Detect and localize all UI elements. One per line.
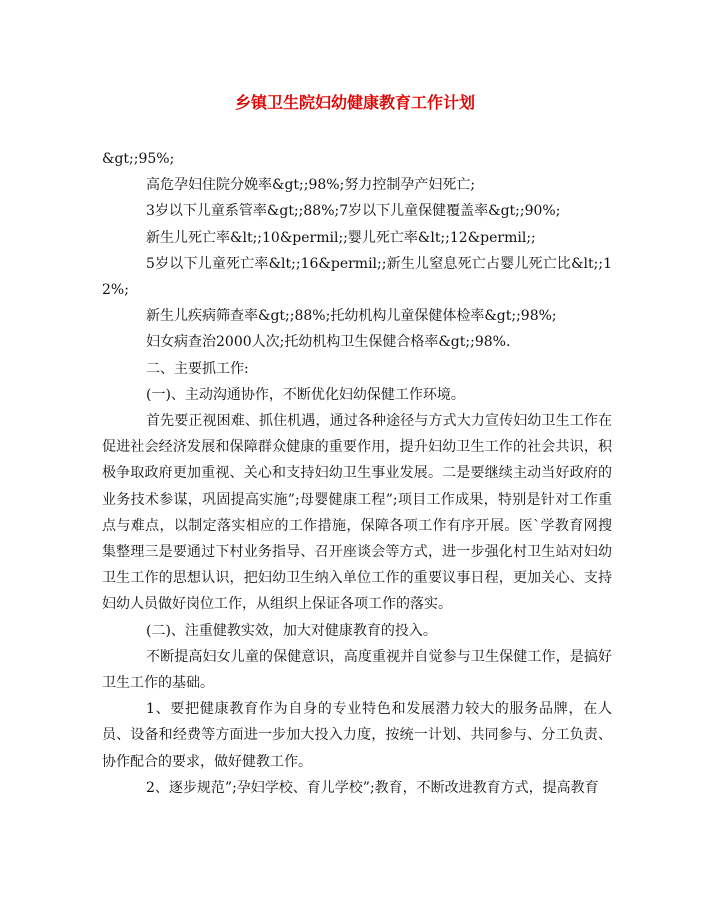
- paragraph: 新生儿死亡率&lt;;10&permil;;婴儿死亡率&lt;;12&permil;;: [146, 229, 536, 246]
- paragraph: 5岁以下儿童死亡率&lt;;16&permil;;新生儿窒息死亡占婴儿死亡比&lt;;12%;: [102, 255, 612, 299]
- paragraph: 不断提高妇女儿童的保健意识，高度重视并自觉参与卫生保健工作，是搞好卫生工作的基础。: [102, 648, 612, 692]
- subsection-heading: (二)、注重健教实效，加大对健康教育的投入。: [146, 622, 437, 639]
- subsection-heading: (一)、主动沟通协作，不断优化妇幼保健工作环境。: [146, 386, 465, 403]
- paragraph: 妇女病查治2000人次;托幼机构卫生保健合格率&gt;;98%.: [146, 334, 511, 351]
- paragraph: 新生儿疾病筛查率&gt;;88%;托幼机构儿童保健体检率&gt;;98%;: [146, 308, 557, 325]
- paragraph: 3岁以下儿童系管率&gt;;88%;7岁以下儿童保健覆盖率&gt;;90%;: [146, 203, 561, 220]
- paragraph: &gt;;95%;: [102, 151, 175, 167]
- paragraph: 2、逐步规范”;孕妇学校、育儿学校”;教育，不断改进教育方式，提高教育: [146, 779, 599, 796]
- section-heading: 二、主要抓工作:: [146, 360, 249, 377]
- paragraph: 首先要正视困难、抓住机遇，通过各种途径与方式大力宣传妇幼卫生工作在促进社会经济发展和保障群众健康的重要作用，提升妇幼卫生工作的社会共识，积极争取政府更加重视、关心和支持妇幼卫生事业发展。二是要继续主动当好政府的业务技术参谋，巩固提高实施”;母婴健康工程”;项目工作成果，特别是针对工作重点与难点，以制定落实相应的工作措施，保障各项工作有序开展。医`学教育网搜集整理三是要通过下村业务指导、召开座谈会等方式，进一步强化村卫生站对妇幼卫生工作的思想认识，把妇幼卫生纳入单位工作的重要议事日程，更加关心、支持妇幼人员做好岗位工作，从组织上保证各项工作的落实。: [102, 413, 612, 613]
- document-body: [102, 146, 612, 801]
- paragraph: 1、要把健康教育作为自身的专业特色和发展潜力较大的服务品牌，在人员、设备和经费等方面进一步加大投入力度，按统一计划、共同参与、分工负责、协作配合的要求，做好健教工作。: [102, 701, 612, 770]
- paragraph: 高危孕妇住院分娩率&gt;;98%;努力控制孕产妇死亡;: [146, 177, 476, 194]
- page-title: 乡镇卫生院妇幼健康教育工作计划: [234, 93, 475, 112]
